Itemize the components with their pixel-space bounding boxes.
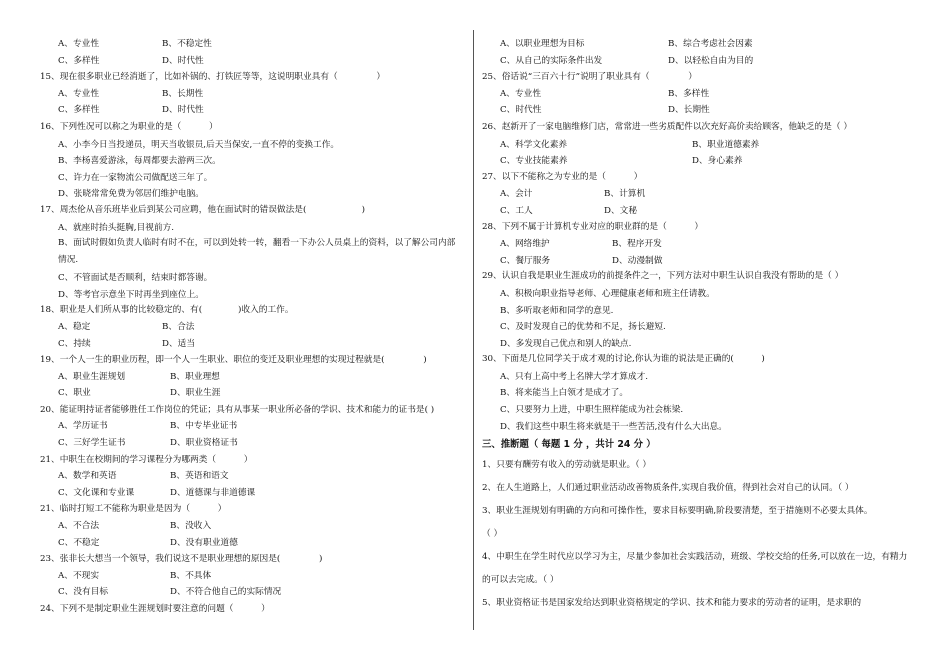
q24-options-row1: A、以职业理想为目标 B、综合考虑社会因素	[500, 39, 753, 49]
question-26: 26、赵新开了一家电脑维修门店，常常进一些劣质配件以次充好高价卖给顾客，他缺乏的是（ ）	[482, 121, 853, 132]
q23-options-row2: C、没有目标 D、不符合他自己的实际情况	[58, 587, 282, 598]
q14-options-row2: C、多样性 D、时代性	[58, 55, 204, 66]
left-column	[40, 36, 462, 618]
q21-options-row2: C、文化课和专业课 D、道德课与非道德课	[58, 487, 256, 498]
q24-options-row2: C、从自己的实际条件出发 D、以轻松自由为目的	[500, 55, 754, 66]
q15-options-row1: A、专业性 B、长期性	[58, 88, 204, 99]
question-27: 27、以下不能称之为专业的是（ ）	[482, 171, 643, 182]
tf-item-3-bracket: （ ）	[482, 529, 503, 540]
question-28: 28、下列不属于计算机专业对应的职业群的是（ ）	[482, 221, 704, 232]
tf-item-1: 1、只要有酬劳有收入的劳动就是职业。（ ）	[482, 460, 652, 471]
q26-options-row2: C、专业技能素养 D、身心素养	[500, 156, 743, 167]
right-column	[482, 36, 914, 615]
q25-options-row2: C、时代性 D、长期性	[500, 105, 710, 116]
q16-option-a: A、小李今日当投递员，明天当收银员,后天当保安,一直不停的变换工作。	[58, 139, 340, 150]
q28-options-row2: C、餐厅服务 D、动漫制做	[500, 255, 663, 266]
q17-option-d: D、等考官示意坐下时再坐到座位上。	[58, 289, 204, 300]
question-17: 17、周杰伦从音乐班毕业后到某公司应聘，他在面试时的错误做法是( )	[40, 204, 366, 215]
tf-item-3: 3、职业生涯规划有明确的方向和可操作性，要求目标要明确,阶段要清楚，至于措施则不必要太具体。	[482, 506, 873, 517]
q21-options-row1: A、数学和英语 B、英语和语文	[58, 471, 229, 482]
q18-options-row2: C、持续 D、适当	[58, 338, 196, 349]
q16-option-b: B、李杨喜爱游泳，每周都要去游两三次。	[58, 156, 221, 167]
q20-options-row1: A、学历证书 B、中专毕业证书	[58, 421, 238, 432]
question-23: 23、张非长大想当一个领导，我们说这不是职业理想的原因是( )	[40, 554, 323, 565]
question-25: 25、俗话说“三百六十行”说明了职业具有（ ）	[482, 72, 697, 83]
q19-options-row2: C、职业 D、职业生涯	[58, 388, 221, 399]
q30-option-b: B、将来能当上白领才是成才了。	[500, 388, 629, 399]
q21b-options-row2: C、不稳定 D、没有职业道德	[58, 537, 238, 548]
q25-options-row1: A、专业性 B、多样性	[500, 88, 710, 99]
q18-options-row1: A、稳定 B、合法	[58, 321, 195, 332]
q16-option-c: C、许力在一家物流公司做配送三年了。	[58, 172, 213, 183]
q29-option-b: B、多听取老师和同学的意见.	[500, 305, 614, 316]
q27-options-row1: A、会计 B、计算机	[500, 189, 646, 200]
q30-option-c: C、只要努力上进，中职生照样能成为社会栋梁.	[500, 405, 684, 416]
question-19: 19、一个人一生的职业历程，即一个人一生职业、职位的变迁及职业理想的实现过程就是( )	[40, 355, 427, 366]
question-30: 30、下面是几位同学关于成才观的讨论,你认为谁的说法是正确的( )	[482, 354, 765, 365]
q15-options-row2: C、多样性 D、时代性	[58, 105, 204, 116]
question-16: 16、下列性况可以称之为职业的是（ ）	[40, 121, 218, 132]
question-21: 21、中职生在校期间的学习课程分为哪两类（ ）	[40, 454, 253, 465]
q29-option-c: C、及时发现自己的优势和不足，扬长避短.	[500, 322, 666, 333]
q27-options-row2: C、工人 D、文秘	[500, 205, 638, 216]
q17-option-a: A、就座时抬头挺胸,目视前方.	[58, 222, 175, 233]
question-24: 24、下列不是制定职业生涯规划时要注意的问题（ ）	[40, 604, 270, 614]
q28-options-row1: A、网络维护 B、程序开发	[500, 239, 662, 250]
q30-option-a: A、只有上高中考上名牌大学才算成才.	[500, 371, 649, 382]
question-20: 20、能证明持证者能够胜任工作岗位的凭证；具有从事某一职业所必备的学识、技术和能力的证书是( )	[40, 404, 435, 415]
q30-option-d: D、我们这些中职生将来就是干一些苦活,没有什么大出息。	[500, 421, 727, 432]
q23-options-row1: A、不现实 B、不具体	[58, 570, 212, 581]
question-29: 29、认识自我是职业生涯成功的前提条件之一，下列方法对中职生认识自我没有帮助的是（ ）	[482, 271, 844, 282]
tf-item-2: 2、在人生道路上，人们通过职业活动改善物质条件,实现自我价值，得到社会对自己的认同。（ ）	[482, 483, 854, 494]
q16-option-d: D、张晓常常免费为邻居们维护电脑。	[58, 189, 204, 200]
q19-options-row1: A、职业生涯规划 B、职业理想	[58, 371, 220, 382]
q14-options-row1: A、专业性 B、不稳定性	[58, 39, 212, 49]
question-21b: 21、临时打短工不能称为职业是因为（ ）	[40, 504, 227, 515]
q26-options-row1: A、科学文化素养 B、职业道德素养	[500, 139, 760, 150]
tf-item-4: 4、中职生在学生时代应以学习为主，尽量少参加社会实践活动，班级、学校交给的任务,可以放在一边，有精力的可以去完成。（ ）	[482, 552, 908, 586]
q17-option-b: B、面试时假如负责人临时有时不在，可以到处转一转，翻看一下办公人员桌上的资料，以了解公司内部情况.	[58, 238, 456, 266]
section-3-heading: 三、推断题（ 每题 1 分 ，共计 24 分 ）	[482, 439, 656, 451]
column-divider	[473, 30, 474, 630]
question-15: 15、现在很多职业已经消逝了，比如补锅的、打铁匠等等，这说明职业具有（ ）	[40, 72, 386, 83]
q20-options-row2: C、三好学生证书 D、职业资格证书	[58, 438, 238, 449]
q29-option-a: A、积极向职业指导老师、心理健康老师和班主任请教。	[500, 288, 715, 299]
tf-item-5: 5、职业资格证书是国家发给达到职业资格规定的学识、技术和能力要求的劳动者的证明，是求职的	[482, 598, 862, 609]
question-18: 18、职业是人们所从事的比较稳定的、有( )收入的工作。	[40, 305, 294, 316]
q17-option-c: C、不管面试是否顺利，结束时都答谢。	[58, 273, 213, 284]
q29-option-d: D、多发现自己优点和别人的缺点.	[500, 338, 632, 349]
q21b-options-row1: A、不合法 B、没收入	[58, 521, 212, 532]
